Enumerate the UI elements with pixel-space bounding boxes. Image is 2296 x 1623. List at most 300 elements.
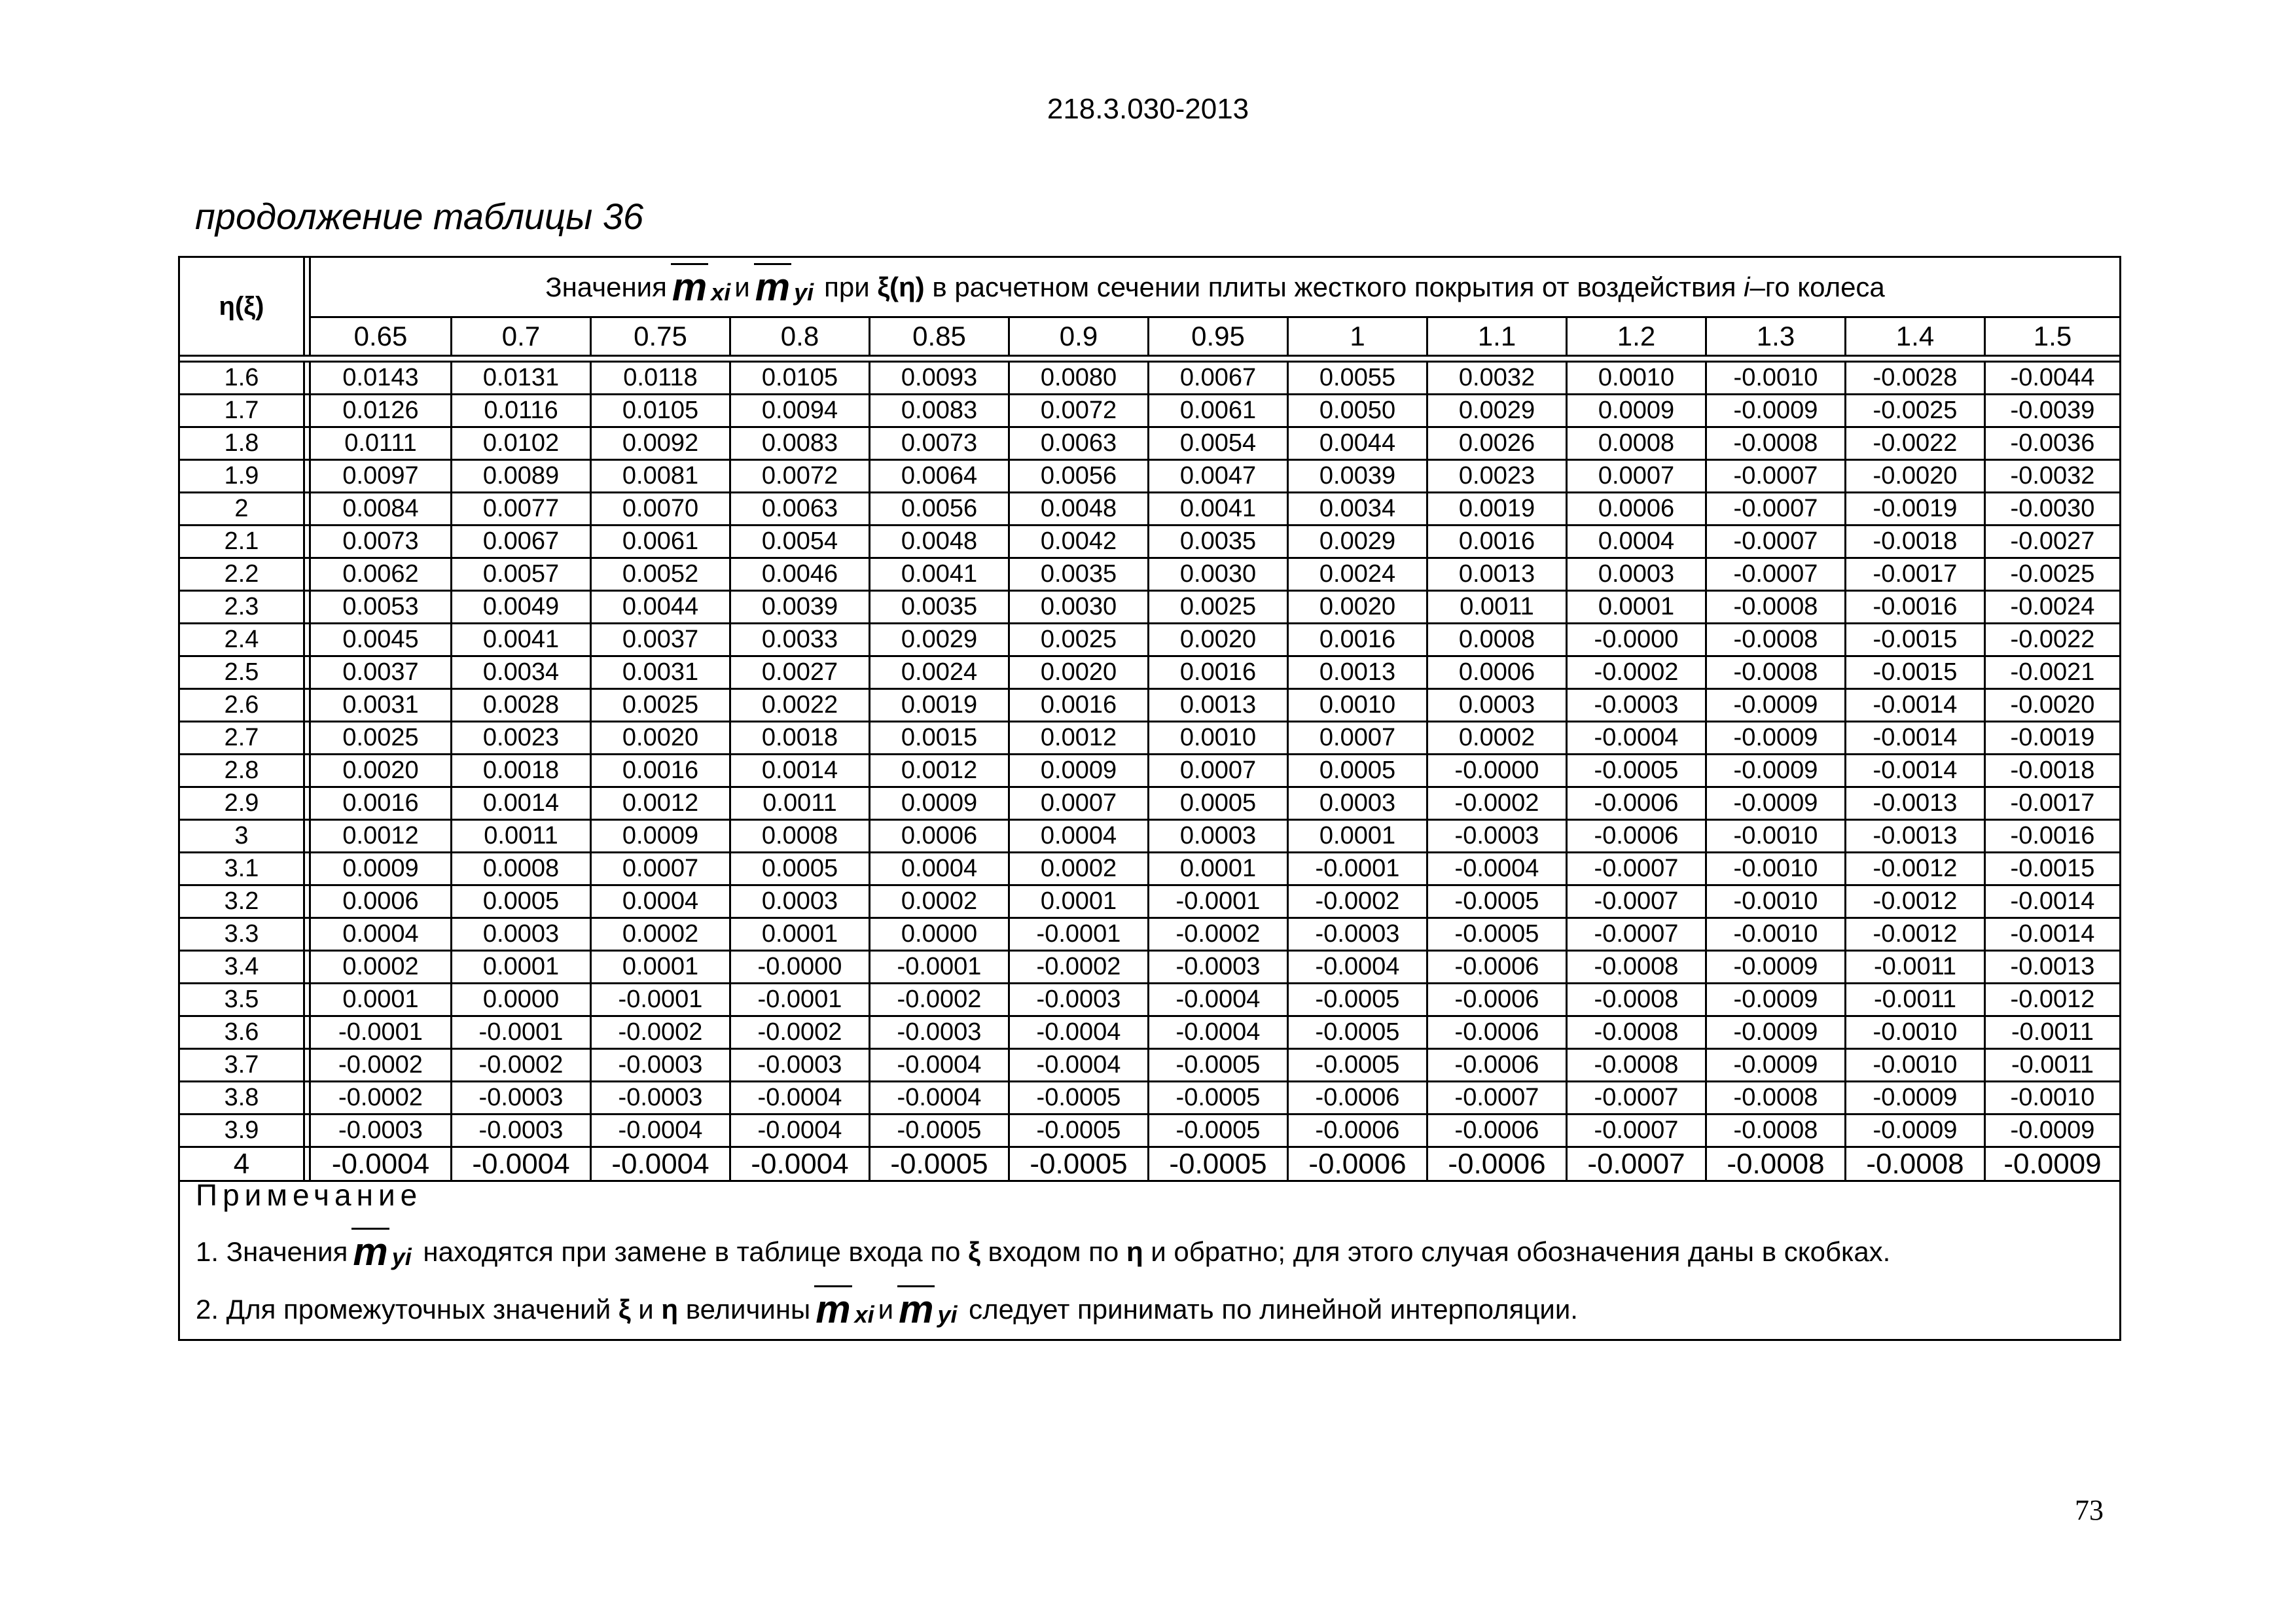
table-cell: 0.0105 bbox=[731, 363, 870, 393]
row-header-cell: 3.9 bbox=[224, 1116, 259, 1144]
table-cell: 0.0016 bbox=[1428, 526, 1568, 557]
column-header: 1.5 bbox=[2033, 321, 2072, 351]
table-cell: -0.0004 bbox=[1428, 853, 1568, 884]
table-cell: 0.0023 bbox=[452, 722, 592, 753]
table-cell: -0.0001 bbox=[592, 984, 731, 1015]
table-cell: -0.0006 bbox=[1568, 821, 1707, 851]
table-cell: 0.0044 bbox=[592, 592, 731, 622]
table-cell: 0.0003 bbox=[1289, 788, 1428, 819]
table-cell: -0.0014 bbox=[2010, 920, 2095, 948]
row-header-cell: 2.2 bbox=[224, 560, 259, 588]
table-cell: -0.0008 bbox=[1707, 592, 1846, 622]
table-cell: 0.0010 bbox=[1568, 363, 1707, 393]
table-row bbox=[180, 690, 2119, 722]
table-row bbox=[180, 493, 2119, 526]
table-cell: -0.0009 bbox=[2010, 1116, 2095, 1144]
table-cell: -0.0005 bbox=[1428, 886, 1568, 917]
table-cell: 0.0048 bbox=[870, 526, 1010, 557]
table-row bbox=[180, 624, 2119, 657]
table-cell: -0.0009 bbox=[1846, 1082, 1986, 1113]
row-header-cell: 2.1 bbox=[224, 527, 259, 555]
table-cell: -0.0014 bbox=[1846, 755, 1986, 786]
table-cell: -0.0004 bbox=[1149, 1017, 1289, 1048]
table-cell: -0.0013 bbox=[2010, 953, 2095, 980]
table-cell: -0.0005 bbox=[870, 1115, 1010, 1146]
double-rule-vertical bbox=[303, 886, 311, 917]
table-cell: 0.0031 bbox=[592, 657, 731, 688]
table-title bbox=[311, 258, 2119, 318]
table-cell: -0.0005 bbox=[1010, 1115, 1149, 1146]
table-cell: 0.0041 bbox=[1149, 493, 1289, 524]
table-cell: 0.0044 bbox=[1289, 428, 1428, 459]
table-row bbox=[180, 919, 2119, 952]
note1-xi: ξ bbox=[968, 1236, 980, 1267]
table-row bbox=[180, 428, 2119, 461]
table-cell: -0.0004 bbox=[592, 1115, 731, 1146]
double-rule-vertical bbox=[303, 559, 311, 590]
table-cell: 0.0012 bbox=[1010, 722, 1149, 753]
table-cell: -0.0008 bbox=[1568, 952, 1707, 982]
table-cell: -0.0007 bbox=[1707, 559, 1846, 590]
table-cell: 0.0016 bbox=[1289, 624, 1428, 655]
column-header: 0.75 bbox=[592, 318, 731, 355]
table-cell: -0.0018 bbox=[1846, 526, 1986, 557]
table-cell: -0.0002 bbox=[592, 1017, 731, 1048]
table-cell: 0.0007 bbox=[1149, 755, 1289, 786]
table-cell: 0.0012 bbox=[592, 788, 731, 819]
table-cell: -0.0008 bbox=[1846, 1148, 1986, 1180]
table-cell: -0.0004 bbox=[870, 1082, 1010, 1113]
table-cell: -0.0009 bbox=[1707, 690, 1846, 721]
table-cell: 0.0035 bbox=[1010, 559, 1149, 590]
table-cell: 0.0073 bbox=[311, 526, 452, 557]
table-cell: -0.0003 bbox=[731, 1050, 870, 1080]
row-header-cell: 2.4 bbox=[224, 626, 259, 653]
table-cell: -0.0009 bbox=[1707, 984, 1846, 1015]
table-cell: -0.0004 bbox=[731, 1148, 870, 1180]
table-cell: 0.0143 bbox=[311, 363, 452, 393]
table-cell: -0.0004 bbox=[1568, 722, 1707, 753]
table-cell: 0.0061 bbox=[592, 526, 731, 557]
table-cell: 0.0042 bbox=[1010, 526, 1149, 557]
note-1 bbox=[196, 1223, 2107, 1281]
table-cell: -0.0020 bbox=[1846, 461, 1986, 491]
note2-text-1: величины bbox=[685, 1294, 811, 1325]
table-cell: -0.0010 bbox=[1707, 853, 1846, 884]
table-cell: -0.0002 bbox=[311, 1050, 452, 1080]
table-cell: -0.0010 bbox=[1707, 821, 1846, 851]
table-cell: -0.0004 bbox=[870, 1050, 1010, 1080]
m-yi-symbol: m yi bbox=[754, 268, 814, 307]
double-rule-vertical bbox=[303, 919, 311, 950]
table-cell: -0.0009 bbox=[1707, 722, 1846, 753]
table-cell: 0.0093 bbox=[870, 363, 1010, 393]
double-rule-vertical bbox=[303, 395, 311, 426]
double-rule-vertical bbox=[303, 363, 311, 393]
table-cell: -0.0004 bbox=[1149, 984, 1289, 1015]
table-cell: -0.0011 bbox=[1846, 984, 1986, 1015]
double-rule-vertical bbox=[303, 1050, 311, 1080]
double-rule-vertical bbox=[303, 952, 311, 982]
table-cell: 0.0032 bbox=[1428, 363, 1568, 393]
table-cell: -0.0006 bbox=[1568, 788, 1707, 819]
table-cell: -0.0027 bbox=[2010, 527, 2095, 555]
double-rule-vertical bbox=[303, 722, 311, 753]
table-cell: -0.0003 bbox=[452, 1115, 592, 1146]
row-header-cell: 2.9 bbox=[224, 789, 259, 817]
table-cell: 0.0020 bbox=[1010, 657, 1149, 688]
m-xi-symbol: m xi bbox=[814, 1290, 874, 1329]
table-cell: 0.0014 bbox=[731, 755, 870, 786]
table-cell: 0.0064 bbox=[870, 461, 1010, 491]
table-cell: 0.0083 bbox=[870, 395, 1010, 426]
table-cell: -0.0006 bbox=[1428, 1050, 1568, 1080]
title-and: и bbox=[734, 271, 750, 302]
table-cell: -0.0009 bbox=[1846, 1115, 1986, 1146]
table-cell: 0.0102 bbox=[452, 428, 592, 459]
table-cell: -0.0005 bbox=[1149, 1115, 1289, 1146]
note1-eta: η bbox=[1126, 1236, 1143, 1267]
table-cell: 0.0067 bbox=[452, 526, 592, 557]
table-cell: -0.0016 bbox=[1846, 592, 1986, 622]
table-cell: 0.0011 bbox=[1428, 592, 1568, 622]
table-cell: -0.0000 bbox=[731, 952, 870, 982]
table-row bbox=[180, 363, 2119, 395]
table-cell: 0.0083 bbox=[731, 428, 870, 459]
note1-text-1: находятся при замене в таблице входа по bbox=[423, 1236, 961, 1267]
table-cell: -0.0005 bbox=[870, 1148, 1010, 1180]
table-row bbox=[180, 657, 2119, 690]
table-cell: 0.0019 bbox=[1428, 493, 1568, 524]
table-cell: 0.0000 bbox=[452, 984, 592, 1015]
note1-pre: 1. Значения bbox=[196, 1236, 348, 1267]
table-cell: -0.0039 bbox=[2010, 397, 2095, 424]
double-rule-vertical bbox=[303, 1082, 311, 1113]
table-cell: 0.0030 bbox=[1010, 592, 1149, 622]
table-cell: 0.0035 bbox=[1149, 526, 1289, 557]
table-cell: 0.0008 bbox=[452, 853, 592, 884]
table-cell: 0.0015 bbox=[870, 722, 1010, 753]
table-cell: 0.0007 bbox=[1289, 722, 1428, 753]
table-cell: 0.0054 bbox=[1149, 428, 1289, 459]
table-cell: -0.0002 bbox=[1149, 919, 1289, 950]
table-cell: 0.0055 bbox=[1289, 363, 1428, 393]
table-cell: -0.0012 bbox=[1846, 919, 1986, 950]
table-cell: 0.0025 bbox=[1149, 592, 1289, 622]
double-rule-vertical bbox=[303, 984, 311, 1015]
table-cell: -0.0002 bbox=[1428, 788, 1568, 819]
table-cell: -0.0004 bbox=[731, 1082, 870, 1113]
table-cell: -0.0010 bbox=[1846, 1017, 1986, 1048]
table-row bbox=[180, 755, 2119, 788]
note-2 bbox=[196, 1281, 2107, 1338]
table-cell: -0.0015 bbox=[2010, 855, 2095, 882]
table-cell: -0.0002 bbox=[311, 1082, 452, 1113]
table-cell: -0.0013 bbox=[1846, 788, 1986, 819]
table-cell: -0.0006 bbox=[1428, 1115, 1568, 1146]
column-header: 0.65 bbox=[311, 318, 452, 355]
table-cell: 0.0013 bbox=[1149, 690, 1289, 721]
table-cell: -0.0022 bbox=[2010, 626, 2095, 653]
table-cell: -0.0007 bbox=[1568, 919, 1707, 950]
table-cell: 0.0028 bbox=[452, 690, 592, 721]
table-cell: 0.0014 bbox=[452, 788, 592, 819]
table-cell: -0.0004 bbox=[311, 1148, 452, 1180]
table-cell: -0.0001 bbox=[452, 1017, 592, 1048]
table-cell: 0.0005 bbox=[731, 853, 870, 884]
table-cell: -0.0003 bbox=[592, 1050, 731, 1080]
row-header-cell: 1.6 bbox=[224, 364, 259, 391]
double-rule-horizontal bbox=[180, 355, 2119, 363]
column-header: 0.7 bbox=[452, 318, 592, 355]
page-number: 73 bbox=[2075, 1494, 2104, 1526]
table-cell: -0.0012 bbox=[1846, 886, 1986, 917]
table-cell: 0.0035 bbox=[870, 592, 1010, 622]
table-cell: 0.0072 bbox=[1010, 395, 1149, 426]
table-cell: -0.0008 bbox=[1707, 1115, 1846, 1146]
table-body bbox=[180, 363, 2119, 1182]
table-cell: 0.0009 bbox=[870, 788, 1010, 819]
table-cell: 0.0045 bbox=[311, 624, 452, 655]
table-cell: 0.0025 bbox=[1010, 624, 1149, 655]
table-cell: 0.0118 bbox=[592, 363, 731, 393]
table-cell: 0.0019 bbox=[870, 690, 1010, 721]
table-cell: -0.0008 bbox=[1707, 1082, 1846, 1113]
double-rule-vertical bbox=[303, 592, 311, 622]
row-header-cell: 2.6 bbox=[224, 691, 259, 719]
table-cell: -0.0012 bbox=[1846, 853, 1986, 884]
row-header-cell: 2.8 bbox=[224, 757, 259, 784]
table-row bbox=[180, 526, 2119, 559]
table-cell: -0.0005 bbox=[1289, 1050, 1428, 1080]
table-cell: -0.0009 bbox=[1707, 395, 1846, 426]
table-cell: -0.0032 bbox=[2010, 462, 2095, 490]
double-rule-vertical bbox=[303, 755, 311, 786]
table-cell: 0.0018 bbox=[731, 722, 870, 753]
note2-text-2: следует принимать по линейной интерполяции. bbox=[969, 1294, 1578, 1325]
title-i: i bbox=[1744, 271, 1750, 302]
table-cell: 0.0025 bbox=[311, 722, 452, 753]
table-cell: 0.0011 bbox=[452, 821, 592, 851]
table-cell: -0.0001 bbox=[311, 1017, 452, 1048]
table-cell: -0.0010 bbox=[1707, 919, 1846, 950]
table-cell: -0.0002 bbox=[1010, 952, 1149, 982]
table-cell: 0.0070 bbox=[592, 493, 731, 524]
table-cell: -0.0005 bbox=[1428, 919, 1568, 950]
double-rule-vertical bbox=[303, 428, 311, 459]
table-cell: 0.0020 bbox=[1289, 592, 1428, 622]
table-cell: 0.0054 bbox=[731, 526, 870, 557]
table-row bbox=[180, 1017, 2119, 1050]
table-cell: 0.0024 bbox=[870, 657, 1010, 688]
row-header-cell: 2.5 bbox=[224, 658, 259, 686]
row-header-cell: 3 bbox=[234, 822, 249, 849]
table-cell: 0.0048 bbox=[1010, 493, 1149, 524]
table-cell: -0.0009 bbox=[1707, 952, 1846, 982]
table-cell: 0.0077 bbox=[452, 493, 592, 524]
table-cell: 0.0025 bbox=[592, 690, 731, 721]
row-header-cell: 3.1 bbox=[224, 855, 259, 882]
title-post-c: –го колеса bbox=[1749, 271, 1885, 302]
table-caption: продолжение таблицы 36 bbox=[195, 196, 644, 237]
table-cell: -0.0028 bbox=[1846, 363, 1986, 393]
table-cell: -0.0004 bbox=[452, 1148, 592, 1180]
table-cell: 0.0002 bbox=[1010, 853, 1149, 884]
table-cell: -0.0014 bbox=[1846, 722, 1986, 753]
table-cell: -0.0003 bbox=[1568, 690, 1707, 721]
table-cell: -0.0019 bbox=[1846, 493, 1986, 524]
table-cell: -0.0006 bbox=[1289, 1115, 1428, 1146]
table-cell: -0.0001 bbox=[870, 952, 1010, 982]
note1-text-3: и обратно; для этого случая обозначения даны в скобках. bbox=[1151, 1236, 1891, 1267]
table-cell: 0.0009 bbox=[1568, 395, 1707, 426]
table-cell: -0.0025 bbox=[2010, 560, 2095, 588]
table-cell: 0.0024 bbox=[1289, 559, 1428, 590]
table-cell: -0.0005 bbox=[1149, 1148, 1289, 1180]
table-cell: -0.0005 bbox=[1010, 1082, 1149, 1113]
double-rule-vertical bbox=[303, 258, 311, 355]
table-cell: -0.0009 bbox=[1707, 1017, 1846, 1048]
double-rule-vertical bbox=[303, 526, 311, 557]
row-header-cell: 3.5 bbox=[224, 986, 259, 1013]
table-cell: -0.0016 bbox=[2010, 822, 2095, 849]
table-cell: -0.0008 bbox=[1707, 624, 1846, 655]
table-cell: 0.0009 bbox=[1010, 755, 1149, 786]
table-cell: 0.0062 bbox=[311, 559, 452, 590]
table-cell: -0.0007 bbox=[1568, 1148, 1707, 1180]
table-cell: 0.0016 bbox=[1149, 657, 1289, 688]
table-cell: 0.0047 bbox=[1149, 461, 1289, 491]
table-cell: 0.0080 bbox=[1010, 363, 1149, 393]
table-cell: -0.0012 bbox=[2010, 986, 2095, 1013]
column-header: 0.85 bbox=[870, 318, 1010, 355]
row-header-cell: 3.3 bbox=[224, 920, 259, 948]
table-cell: -0.0025 bbox=[1846, 395, 1986, 426]
table-cell: -0.0003 bbox=[592, 1082, 731, 1113]
table-cell: -0.0010 bbox=[2010, 1084, 2095, 1111]
table-cell: 0.0063 bbox=[731, 493, 870, 524]
table-cell: 0.0031 bbox=[311, 690, 452, 721]
column-header: 0.95 bbox=[1149, 318, 1289, 355]
table-cell: -0.0008 bbox=[1568, 1050, 1707, 1080]
table-cell: -0.0015 bbox=[1846, 657, 1986, 688]
table-row bbox=[180, 592, 2119, 624]
note2-xi: ξ bbox=[618, 1294, 631, 1325]
table-cell: 0.0002 bbox=[311, 952, 452, 982]
table-cell: 0.0004 bbox=[1010, 821, 1149, 851]
table-cell: -0.0030 bbox=[2010, 495, 2095, 522]
table-cell: 0.0013 bbox=[1289, 657, 1428, 688]
table-cell: 0.0097 bbox=[311, 461, 452, 491]
table-cell: 0.0116 bbox=[452, 395, 592, 426]
document-code: 218.3.030-2013 bbox=[1047, 93, 1249, 125]
table-cell: 0.0067 bbox=[1149, 363, 1289, 393]
table-cell: 0.0061 bbox=[1149, 395, 1289, 426]
table-cell: 0.0010 bbox=[1149, 722, 1289, 753]
table-cell: -0.0015 bbox=[1846, 624, 1986, 655]
note1-text-2: входом по bbox=[988, 1236, 1119, 1267]
double-rule-vertical bbox=[303, 821, 311, 851]
row-header-cell: 3.2 bbox=[224, 887, 259, 915]
table-cell: -0.0036 bbox=[2010, 429, 2095, 457]
table-cell: -0.0003 bbox=[1010, 984, 1149, 1015]
column-header: 0.8 bbox=[731, 318, 870, 355]
double-rule-vertical bbox=[303, 1148, 311, 1180]
table-cell: -0.0006 bbox=[1428, 1148, 1568, 1180]
table-cell: 0.0003 bbox=[1149, 821, 1289, 851]
double-rule-vertical bbox=[303, 1017, 311, 1048]
table-cell: -0.0002 bbox=[1568, 657, 1707, 688]
table-cell: 0.0018 bbox=[452, 755, 592, 786]
table-cell: 0.0020 bbox=[1149, 624, 1289, 655]
table-row bbox=[180, 395, 2119, 428]
table-cell: -0.0000 bbox=[1568, 624, 1707, 655]
note2-and-2: и bbox=[878, 1294, 894, 1325]
note2-pre: 2. Для промежуточных значений bbox=[196, 1294, 611, 1325]
column-header: 1.4 bbox=[1846, 318, 1986, 355]
table-cell: -0.0001 bbox=[1149, 886, 1289, 917]
row-header-cell: 4 bbox=[233, 1147, 250, 1180]
note2-eta: η bbox=[661, 1294, 679, 1325]
double-rule-vertical bbox=[303, 624, 311, 655]
table-cell: 0.0053 bbox=[311, 592, 452, 622]
table-cell: 0.0005 bbox=[1149, 788, 1289, 819]
table-cell: 0.0105 bbox=[592, 395, 731, 426]
table-cell: 0.0001 bbox=[311, 984, 452, 1015]
table-cell: 0.0131 bbox=[452, 363, 592, 393]
table-cell: 0.0008 bbox=[1428, 624, 1568, 655]
table-row bbox=[180, 853, 2119, 886]
table-cell: -0.0009 bbox=[1707, 1050, 1846, 1080]
column-header: 0.9 bbox=[1010, 318, 1149, 355]
table-cell: 0.0033 bbox=[731, 624, 870, 655]
table-cell: 0.0008 bbox=[731, 821, 870, 851]
table-row bbox=[180, 788, 2119, 821]
table-cell: 0.0039 bbox=[731, 592, 870, 622]
table-cell: 0.0003 bbox=[452, 919, 592, 950]
table-cell: 0.0007 bbox=[592, 853, 731, 884]
table-row bbox=[180, 821, 2119, 853]
table-cell: 0.0020 bbox=[311, 755, 452, 786]
table-cell: 0.0001 bbox=[1289, 821, 1428, 851]
table-cell: 0.0029 bbox=[1289, 526, 1428, 557]
table-cell: 0.0010 bbox=[1289, 690, 1428, 721]
table-cell: 0.0050 bbox=[1289, 395, 1428, 426]
table-cell: -0.0044 bbox=[2010, 364, 2095, 391]
title-pre: Значения bbox=[545, 271, 667, 302]
table-cell: 0.0003 bbox=[1568, 559, 1707, 590]
table-cell: 0.0020 bbox=[592, 722, 731, 753]
table-cell: 0.0111 bbox=[311, 428, 452, 459]
table-cell: -0.0008 bbox=[1568, 1017, 1707, 1048]
table-cell: 0.0089 bbox=[452, 461, 592, 491]
table-cell: 0.0092 bbox=[592, 428, 731, 459]
table-cell: 0.0002 bbox=[592, 919, 731, 950]
table-cell: 0.0001 bbox=[731, 919, 870, 950]
table-cell: 0.0041 bbox=[870, 559, 1010, 590]
table-cell: 0.0016 bbox=[311, 788, 452, 819]
table-cell: -0.0002 bbox=[870, 984, 1010, 1015]
table-cell: -0.0003 bbox=[452, 1082, 592, 1113]
double-rule-vertical bbox=[303, 788, 311, 819]
table-cell: -0.0009 bbox=[2003, 1147, 2102, 1180]
table-cell: -0.0024 bbox=[2010, 593, 2095, 620]
table-cell: -0.0008 bbox=[1707, 428, 1846, 459]
table-cell: -0.0005 bbox=[1289, 984, 1428, 1015]
table-cell: -0.0007 bbox=[1707, 461, 1846, 491]
table-cell: -0.0004 bbox=[731, 1115, 870, 1146]
table-cell: 0.0037 bbox=[592, 624, 731, 655]
